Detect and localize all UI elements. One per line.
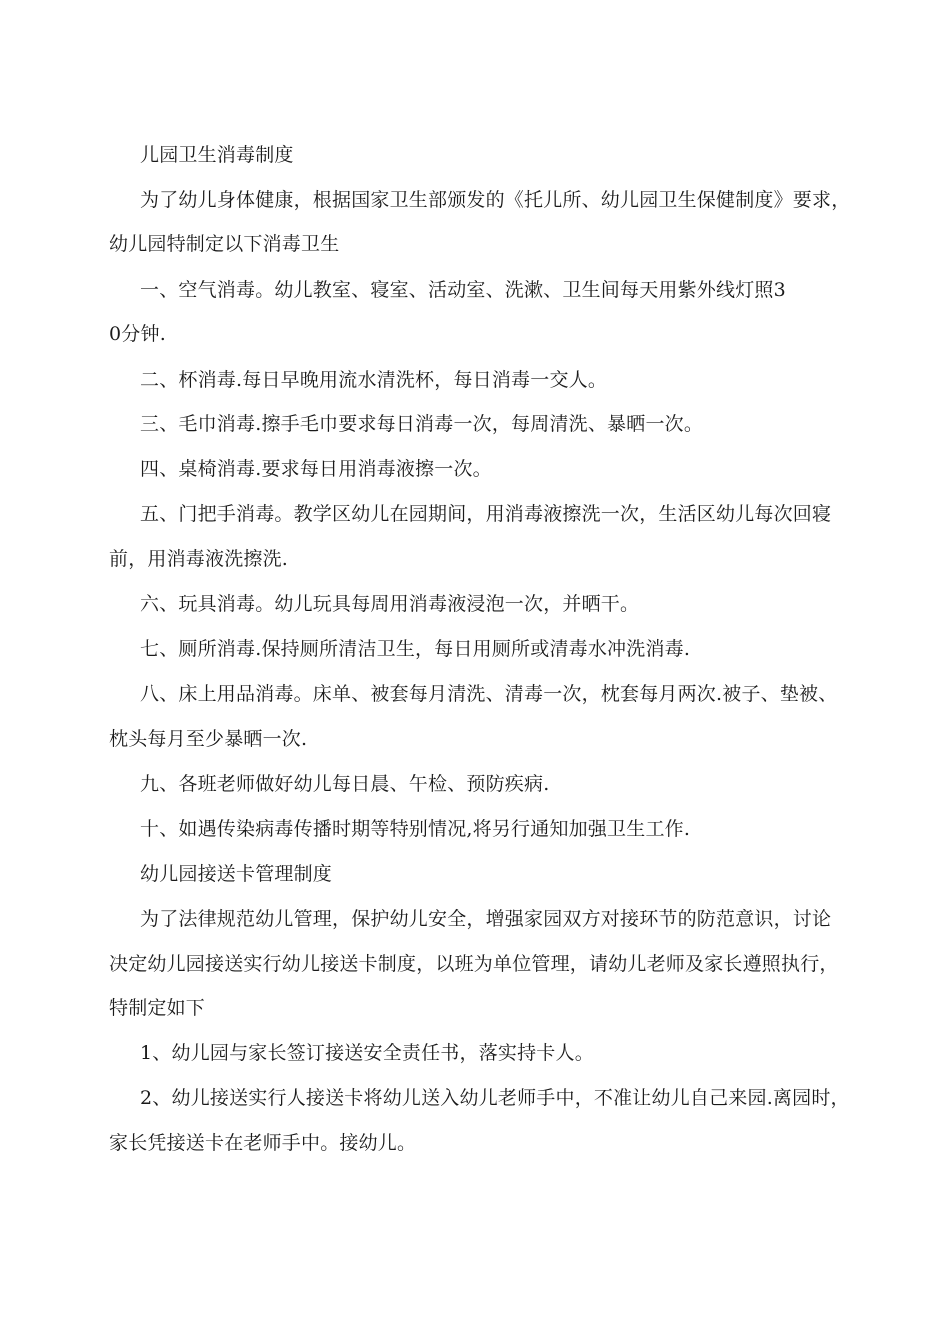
item-toilet-disinfection: 七、厕所消毒.保持厕所清洁卫生，每日用厕所或清毒水冲洗消毒. — [140, 638, 691, 660]
section-title-pickup-card: 幼儿园接送卡管理制度 — [140, 863, 333, 885]
item-pickup-contract: 1、幼儿园与家长签订接送安全责任书，落实持卡人。 — [140, 1042, 594, 1064]
item-cup-disinfection: 二、杯消毒.每日早晚用流水清洗杯，每日消毒一交人。 — [140, 369, 608, 391]
item-doorknob-disinfection-line1: 五、门把手消毒。教学区幼儿在园期间，用消毒液擦洗一次，生活区幼儿每次回寝 — [140, 503, 832, 525]
section2-intro-line2: 决定幼儿园接送实行幼儿接送卡制度，以班为单位管理，请幼儿老师及家长遵照执行， — [109, 953, 839, 975]
item-desk-disinfection: 四、桌椅消毒.要求每日用消毒液擦一次。 — [140, 458, 492, 480]
section-title-disinfection: 儿园卫生消毒制度 — [140, 144, 294, 166]
item-air-disinfection-line1: 一、空气消毒。幼儿教室、寝室、活动室、洗漱、卫生间每天用紫外线灯照3 — [140, 279, 786, 301]
item-towel-disinfection: 三、毛巾消毒.擦手毛巾要求每日消毒一次，每周清洗、暴晒一次。 — [140, 413, 704, 435]
item-toy-disinfection: 六、玩具消毒。幼儿玩具每周用消毒液浸泡一次，并晒干。 — [140, 593, 640, 615]
section2-intro-line1: 为了法律规范幼儿管理，保护幼儿安全，增强家园双方对接环节的防范意识，讨论 — [140, 908, 832, 930]
item-pickup-rule-line2: 家长凭接送卡在老师手中。接幼儿。 — [109, 1132, 417, 1154]
item-doorknob-disinfection-line2: 前，用消毒液洗擦洗. — [109, 548, 289, 570]
section1-intro-line1: 为了幼儿身体健康，根据国家卫生部颁发的《托儿所、幼儿园卫生保健制度》要求， — [140, 189, 851, 211]
item-bedding-disinfection-line2: 枕头每月至少暴晒一次. — [109, 728, 308, 750]
item-air-disinfection-line2: 0分钟. — [109, 323, 166, 345]
section2-intro-line3: 特制定如下 — [109, 997, 206, 1019]
item-bedding-disinfection-line1: 八、床上用品消毒。床单、被套每月清洗、清毒一次，枕套每月两次.被子、垫被、 — [140, 683, 838, 705]
item-epidemic-notice: 十、如遇传染病毒传播时期等特别情况,将另行通知加强卫生工作. — [140, 818, 691, 840]
section1-intro-line2: 幼儿园特制定以下消毒卫生 — [109, 233, 340, 255]
item-pickup-rule-line1: 2、幼儿接送实行人接送卡将幼儿送入幼儿老师手中，不准让幼儿自己来园.离园时， — [140, 1087, 850, 1109]
item-health-check: 九、各班老师做好幼儿每日晨、午检、预防疾病. — [140, 773, 550, 795]
